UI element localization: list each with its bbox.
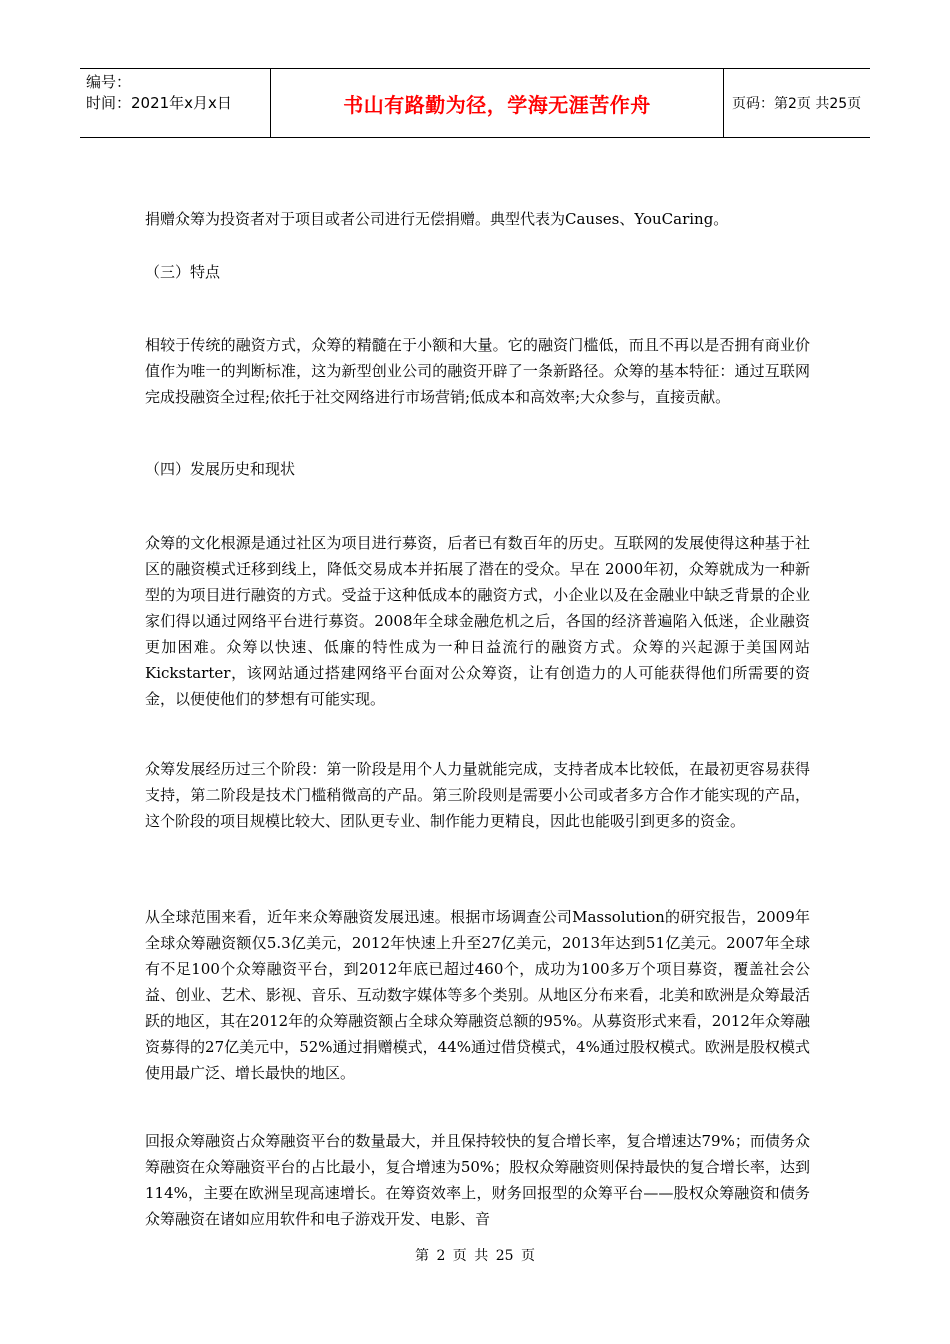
document-header — [80, 68, 870, 138]
paragraph-stages: 众筹发展经历过三个阶段：第一阶段是用个人力量就能完成，支持者成本比较低，在最初更容易获得支持，第二阶段是技术门槛稍微高的产品。第三阶段则是需要小公司或者多方合作才能实现的产品，这个阶段的项目规模比较大、团队更专业、制作能力更精良，因此也能吸引到更多的资金。 — [145, 760, 810, 830]
header-page-info: 页码：第2页 共25页 — [732, 96, 862, 112]
document-number-label: 编号： — [86, 73, 132, 91]
header-meta-cell — [80, 69, 271, 137]
header-motto: 书山有路勤为径，学海无涯苦作舟 — [271, 69, 724, 137]
page-footer: 第 2 页 共 25 页 — [415, 1248, 535, 1264]
section-heading-features: （三）特点 — [145, 263, 221, 281]
paragraph-donation-crowdfunding: 捐赠众筹为投资者对于项目或者公司进行无偿捐赠。典型代表为Causes、YouCaring。 — [145, 210, 729, 228]
section-heading-history: （四）发展历史和现状 — [145, 460, 296, 478]
document-time-label: 时间：2021年x月x日 — [86, 94, 232, 112]
paragraph-features: 相较于传统的融资方式，众筹的精髓在于小额和大量。它的融资门槛低，而且不再以是否拥有商业价值作为唯一的判断标准，这为新型创业公司的融资开辟了一条新路径。众筹的基本特征：通过互联网完成投融资全过程;依托于社交网络进行市场营销;低成本和高效率;大众参与，直接贡献。 — [145, 336, 810, 406]
paragraph-reward-crowdfunding: 回报众筹融资占众筹融资平台的数量最大，并且保持较快的复合增长率，复合增速达79%；而债务众筹融资在众筹融资平台的占比最小，复合增速为50%；股权众筹融资则保持最快的复合增长率，达到114%，主要在欧洲呈现高速增长。在筹资效率上，财务回报型的众筹平台——股权众筹融资和债务众筹融资在诸如应用软件和电子游戏开发、电影、音 — [145, 1132, 810, 1228]
paragraph-history: 众筹的文化根源是通过社区为项目进行募资，后者已有数百年的历史。互联网的发展使得这种基于社区的融资模式迁移到线上，降低交易成本并拓展了潜在的受众。早在 2000年初，众筹就成为一种新型的为项目进行融资的方式。受益于这种低成本的融资方式，小企业以及在金融业中缺乏背景的企业家们得以通过网络平台进行募资。2008年全球金融危机之后，各国的经济普遍陷入低迷，企业融资更加困难。众筹以快速、低廉的特性成为一种日益流行的融资方式。众筹的兴起源于美国网站Kickstarter，该网站通过搭建网络平台面对公众筹资，让有创造力的人可能获得他们所需要的资金，以便使他们的梦想有可能实现。 — [145, 534, 810, 708]
paragraph-global-status: 从全球范围来看，近年来众筹融资发展迅速。根据市场调查公司Massolution的研究报告，2009年全球众筹融资额仅5.3亿美元，2012年快速上升至27亿美元，2013年达到51亿美元。2007年全球有不足100个众筹融资平台，到2012年底已超过460个，成功为100多万个项目募资，覆盖社会公益、创业、艺术、影视、音乐、互动数字媒体等多个类别。从地区分布来看，北美和欧洲是众筹最活跃的地区，其在2012年的众筹融资额占全球众筹融资总额的95%。从募资形式来看，2012年众筹融资募得的27亿美元中，52%通过捐赠模式，44%通过借贷模式，4%通过股权模式。欧洲是股权模式使用最广泛、增长最快的地区。 — [145, 908, 810, 1082]
